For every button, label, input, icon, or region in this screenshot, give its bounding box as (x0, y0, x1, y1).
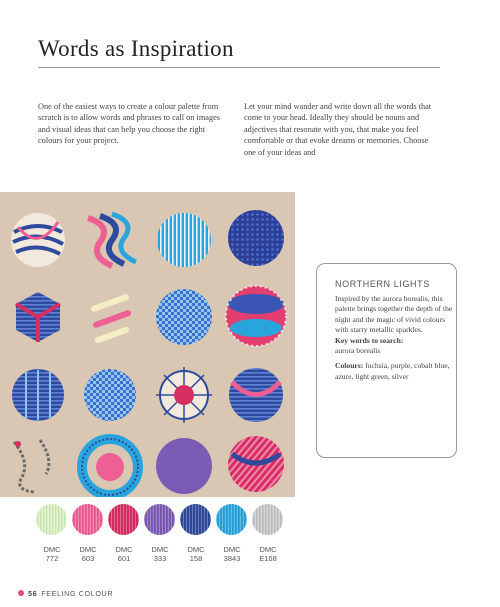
dmc-label-3843: DMC 3843 (223, 545, 241, 563)
panel-heading: NORTHERN LIGHTS (335, 279, 430, 289)
swatch-601 (108, 504, 139, 535)
colours-value: fuchsia, purple, cobalt blue, azure, light green, silver (335, 361, 450, 381)
sample-2-3 (156, 289, 212, 345)
dmc-label-603: DMC 603 (79, 545, 97, 563)
intro-column-1: One of the easiest ways to create a colour palette from scratch is to allow words and phrases to call on images and visual ideas that can help you choose the right colours for your project. (38, 102, 221, 146)
swatch-row (36, 504, 296, 538)
page-footer (18, 589, 113, 598)
sample-3-4 (229, 368, 283, 422)
embroidery-photo (0, 192, 295, 497)
title-rule (38, 67, 440, 68)
swatch-772 (36, 504, 67, 535)
sample-3-3 (156, 367, 212, 423)
colours-line (335, 361, 455, 382)
sample-4-3 (156, 438, 212, 494)
dmc-label-158: DMC 158 (187, 545, 205, 563)
embroidery-samples-illustration (0, 192, 295, 497)
sample-1-2 (88, 214, 136, 266)
sample-3-2 (84, 369, 136, 421)
dmc-label-772: DMC 772 (43, 545, 61, 563)
swatch-158 (180, 504, 211, 535)
sample-2-2 (90, 293, 132, 344)
panel-body (335, 294, 455, 382)
palette-info-panel (316, 263, 457, 458)
sample-4-4 (228, 436, 284, 492)
page-number: 56 (28, 589, 38, 598)
keywords-value: aurora borealis (335, 346, 381, 356)
sample-1-4 (228, 210, 284, 266)
keywords-label: Key words to search: (335, 335, 404, 345)
swatch-3843 (216, 504, 247, 535)
sample-1-3 (157, 213, 211, 267)
sample-3-1 (12, 369, 64, 421)
dmc-label-601: DMC 601 (115, 545, 133, 563)
dmc-label-e168: DMC E168 (259, 545, 277, 563)
sample-4-2 (82, 439, 138, 495)
swatch-333 (144, 504, 175, 535)
sample-1-1 (11, 213, 65, 267)
section-title: FEELING COLOUR (41, 589, 114, 598)
page-title: Words as Inspiration (38, 36, 234, 61)
footer-dot-icon (18, 590, 24, 596)
panel-description: Inspired by the aurora borealis, this palette brings together the depth of the night and the magic of vivid colours with starry metallic sparkles. (335, 294, 453, 335)
swatch-e168 (252, 504, 283, 535)
sample-2-4 (226, 286, 286, 346)
dmc-label-333: DMC 333 (151, 545, 169, 563)
intro-column-2: Let your mind wander and write down all the words that come to your head. Ideally they should be nouns and adjectives that resonate with you, that make you feel comfortable or that evoke dreams or memories. Choose one of your ideas and (244, 102, 432, 157)
colours-label: Colours: (335, 361, 364, 371)
sample-4-1 (14, 440, 49, 492)
sample-2-1 (16, 292, 60, 342)
swatch-603 (72, 504, 103, 535)
